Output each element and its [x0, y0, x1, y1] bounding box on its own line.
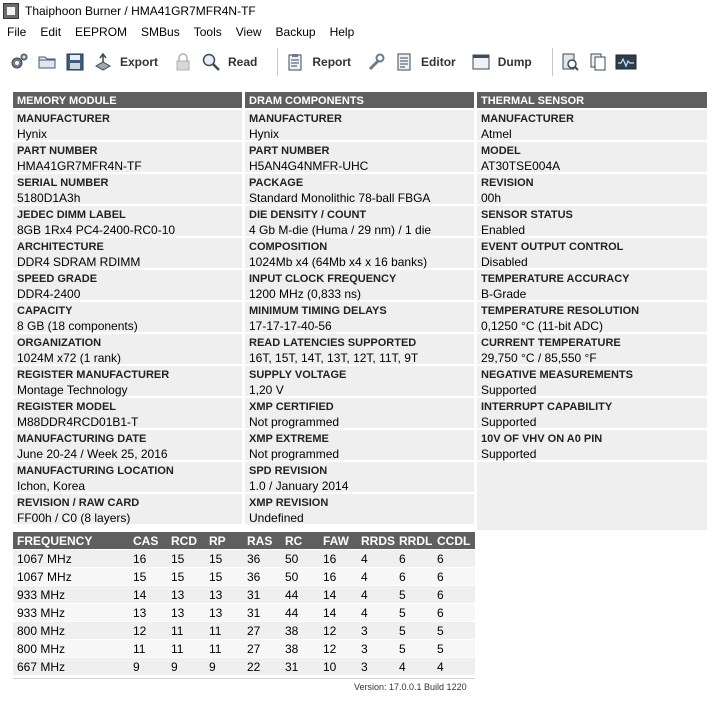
menu-bar: [0, 22, 725, 42]
field-sensor-revision: REVISION 00h: [477, 174, 707, 206]
window-title: Thaiphoon Burner / HMA41GR7MFR4N-TF: [25, 4, 256, 18]
field-interrupt-capability: INTERRUPT CAPABILITY Supported: [477, 398, 707, 430]
timing-header-row: [13, 532, 475, 550]
menu-smbus[interactable]: SMBus: [141, 25, 180, 39]
title-bar: [0, 0, 725, 22]
field-xmp-revision: XMP REVISION Undefined: [245, 494, 474, 526]
timing-cell: 6: [399, 569, 406, 584]
timing-cell: 4: [361, 587, 368, 602]
column-header: RC: [285, 533, 303, 548]
timing-body: [13, 550, 475, 676]
field-composition: COMPOSITION 1024Mb x4 (64Mb x4 x 16 banks): [245, 238, 474, 270]
timing-cell: 50: [285, 551, 299, 566]
thermal-panel-filler: [477, 462, 707, 530]
tools-button[interactable]: [365, 47, 387, 77]
timing-cell: 4: [361, 605, 368, 620]
toolbar: [0, 43, 725, 81]
column-header: CCDL: [437, 533, 471, 548]
dump-label: Dump: [497, 55, 532, 69]
timing-cell: 3: [361, 641, 368, 656]
timing-cell: 5: [437, 641, 444, 656]
menu-view[interactable]: View: [235, 25, 262, 39]
column-header: RP: [209, 533, 226, 548]
timing-table: [13, 532, 475, 676]
timing-cell: 15: [209, 551, 223, 566]
field-organization: ORGANIZATION 1024M x72 (1 rank): [13, 334, 242, 366]
timing-cell: 6: [399, 551, 406, 566]
timing-cell: 11: [133, 641, 146, 656]
timing-cell: 12: [323, 641, 337, 656]
toolbar-separator: [277, 48, 278, 76]
field-register-model: REGISTER MODEL M88DDR4RCD01B1-T: [13, 398, 242, 430]
field-event-output-control: EVENT OUTPUT CONTROL Disabled: [477, 238, 707, 270]
timing-cell: 1067 MHz: [17, 569, 72, 584]
timing-cell: 12: [323, 623, 337, 638]
column-header: RAS: [247, 533, 273, 548]
timing-cell: 13: [133, 605, 147, 620]
timing-cell: 16: [323, 551, 337, 566]
wrench-icon: [365, 51, 387, 73]
timing-cell: 667 MHz: [17, 659, 66, 674]
field-input-clock: INPUT CLOCK FREQUENCY 1200 MHz (0,833 ns): [245, 270, 474, 302]
field-speed-grade: SPEED GRADE DDR4-2400: [13, 270, 242, 302]
field-xmp-extreme: XMP EXTREME Not programmed: [245, 430, 474, 462]
timing-cell: 933 MHz: [17, 587, 66, 602]
timing-cell: 800 MHz: [17, 623, 66, 638]
timing-cell: 22: [247, 659, 261, 674]
timing-cell: 38: [285, 623, 299, 638]
timing-cell: 15: [133, 569, 147, 584]
monitor-button[interactable]: [615, 47, 637, 77]
field-package: PACKAGE Standard Monolithic 78-ball FBGA: [245, 174, 474, 206]
dump-button[interactable]: [470, 47, 540, 77]
scan-button[interactable]: [559, 47, 581, 77]
field-sensor-model: MODEL AT30TSE004A: [477, 142, 707, 174]
field-xmp-certified: XMP CERTIFIED Not programmed: [245, 398, 474, 430]
open-button[interactable]: [36, 47, 58, 77]
field-manufacturing-date: MANUFACTURING DATE June 20-24 / Week 25, 2016: [13, 430, 242, 462]
folder-icon: [36, 51, 58, 73]
memory-module-panel: [13, 92, 242, 526]
menu-edit[interactable]: Edit: [40, 25, 62, 39]
timing-cell: 4: [437, 659, 444, 674]
lock-button[interactable]: [172, 47, 194, 77]
timing-cell: 11: [171, 641, 184, 656]
oscilloscope-icon: [615, 51, 637, 73]
timing-cell: 4: [399, 659, 406, 674]
timing-cell: 36: [247, 569, 261, 584]
timing-cell: 31: [247, 605, 261, 620]
report-button[interactable]: [284, 47, 359, 77]
editor-button[interactable]: [393, 47, 464, 77]
timing-row: [13, 622, 475, 640]
field-sensor-status: SENSOR STATUS Enabled: [477, 206, 707, 238]
timing-cell: 5: [399, 641, 406, 656]
menu-backup[interactable]: Backup: [275, 25, 316, 39]
window-icon: [470, 51, 492, 73]
export-label: Export: [120, 55, 159, 69]
timing-cell: 36: [247, 551, 261, 566]
read-button[interactable]: [200, 47, 265, 77]
timing-cell: 5: [437, 623, 444, 638]
copy-button[interactable]: [587, 47, 609, 77]
timing-row: [13, 658, 475, 676]
timing-row: [13, 550, 475, 568]
column-header: RRDL: [399, 533, 433, 548]
timing-cell: 10: [323, 659, 337, 674]
magnifier-icon: [200, 51, 222, 73]
field-sensor-manufacturer: MANUFACTURER Atmel: [477, 110, 707, 142]
read-label: Read: [228, 55, 258, 69]
editor-label: Editor: [421, 55, 456, 69]
timing-cell: 12: [133, 623, 147, 638]
timing-cell: 44: [285, 587, 299, 602]
timing-cell: 4: [361, 551, 368, 566]
timing-cell: 5: [399, 623, 406, 638]
timing-cell: 13: [171, 587, 185, 602]
search-document-icon: [559, 51, 581, 73]
field-temperature-accuracy: TEMPERATURE ACCURACY B-Grade: [477, 270, 707, 302]
field-manufacturer: MANUFACTURER Hynix: [13, 110, 242, 142]
timing-cell: 15: [171, 551, 185, 566]
timing-row: [13, 604, 475, 622]
timing-cell: 800 MHz: [17, 641, 66, 656]
timing-cell: 16: [133, 551, 147, 566]
timing-cell: 4: [361, 569, 368, 584]
field-spd-revision: SPD REVISION 1.0 / January 2014: [245, 462, 474, 494]
column-header: RCD: [171, 533, 197, 548]
field-negative-measurements: NEGATIVE MEASUREMENTS Supported: [477, 366, 707, 398]
timing-cell: 933 MHz: [17, 605, 66, 620]
field-part-number: PART NUMBER HMA41GR7MFR4N-TF: [13, 142, 242, 174]
field-die-density: DIE DENSITY / COUNT 4 Gb M-die (Huma / 29 nm) / 1 die: [245, 206, 474, 238]
menu-help[interactable]: Help: [329, 25, 355, 39]
timing-cell: 38: [285, 641, 299, 656]
field-dram-manufacturer: MANUFACTURER Hynix: [245, 110, 474, 142]
lock-icon: [172, 51, 194, 73]
field-vhv-a0-pin: 10V OF VHV ON A0 PIN Supported: [477, 430, 707, 462]
thermal-sensor-header: THERMAL SENSOR: [477, 92, 707, 110]
field-read-latencies: READ LATENCIES SUPPORTED 16T, 15T, 14T, 13T, 12T, 11T, 9T: [245, 334, 474, 366]
field-temperature-resolution: TEMPERATURE RESOLUTION 0,1250 °C (11-bit ADC): [477, 302, 707, 334]
timing-cell: 9: [133, 659, 140, 674]
timing-cell: 3: [361, 623, 368, 638]
timing-row: [13, 568, 475, 586]
field-register-manufacturer: REGISTER MANUFACTURER Montage Technology: [13, 366, 242, 398]
timing-cell: 14: [133, 587, 147, 602]
timing-cell: 6: [437, 587, 444, 602]
timing-cell: 9: [171, 659, 178, 674]
app-icon: [3, 3, 19, 19]
timing-cell: 6: [437, 569, 444, 584]
timing-cell: 6: [437, 605, 444, 620]
timing-row: [13, 586, 475, 604]
timing-cell: 5: [399, 605, 406, 620]
timing-cell: 13: [209, 605, 223, 620]
timing-cell: 14: [323, 605, 337, 620]
document-icon: [393, 51, 415, 73]
divider: [13, 678, 475, 679]
field-manufacturing-location: MANUFACTURING LOCATION Ichon, Korea: [13, 462, 242, 494]
menu-file[interactable]: File: [7, 25, 27, 39]
timing-cell: 14: [323, 587, 337, 602]
timing-cell: 31: [285, 659, 299, 674]
timing-cell: 9: [209, 659, 216, 674]
timing-cell: 6: [437, 551, 444, 566]
timing-cell: 3: [361, 659, 368, 674]
column-header: CAS: [133, 533, 159, 548]
timing-cell: 16: [323, 569, 337, 584]
field-revision-raw-card: REVISION / RAW CARD FF00h / C0 (8 layers): [13, 494, 242, 526]
report-label: Report: [312, 55, 352, 69]
dram-components-panel: [245, 92, 474, 526]
timing-cell: 11: [171, 623, 184, 638]
clipboard-icon: [284, 51, 306, 73]
timing-cell: 5: [399, 587, 406, 602]
timing-cell: 13: [171, 605, 185, 620]
timing-cell: 27: [247, 623, 261, 638]
timing-cell: 15: [209, 569, 223, 584]
timing-row: [13, 640, 475, 658]
timing-cell: 11: [209, 623, 222, 638]
dram-components-header: DRAM COMPONENTS: [245, 92, 474, 110]
version-label: Version: 17.0.0.1 Build 1220: [354, 682, 467, 692]
timing-cell: 50: [285, 569, 299, 584]
column-header: FREQUENCY: [17, 533, 93, 548]
field-min-timing-delays: MINIMUM TIMING DELAYS 17-17-17-40-56: [245, 302, 474, 334]
field-dram-part-number: PART NUMBER H5AN4G4NMFR-UHC: [245, 142, 474, 174]
menu-tools[interactable]: Tools: [193, 25, 222, 39]
timing-cell: 31: [247, 587, 261, 602]
toolbar-separator: [552, 48, 553, 76]
column-header: FAW: [323, 533, 349, 548]
timing-cell: 1067 MHz: [17, 551, 72, 566]
field-architecture: ARCHITECTURE DDR4 SDRAM RDIMM: [13, 238, 242, 270]
field-capacity: CAPACITY 8 GB (18 components): [13, 302, 242, 334]
field-serial-number: SERIAL NUMBER 5180D1A3h: [13, 174, 242, 206]
thermal-sensor-panel: [477, 92, 707, 530]
gear-icon: [8, 51, 30, 73]
save-button[interactable]: [64, 47, 86, 77]
timing-cell: 27: [247, 641, 261, 656]
copy-icon: [587, 51, 609, 73]
timing-cell: 44: [285, 605, 299, 620]
menu-eeprom[interactable]: EEPROM: [75, 25, 128, 39]
export-icon: [92, 51, 114, 73]
timing-cell: 13: [209, 587, 223, 602]
timing-cell: 11: [209, 641, 222, 656]
column-header: RRDS: [361, 533, 396, 548]
field-supply-voltage: SUPPLY VOLTAGE 1,20 V: [245, 366, 474, 398]
floppy-icon: [64, 51, 86, 73]
memory-module-header: MEMORY MODULE: [13, 92, 242, 110]
field-jedec-dimm-label: JEDEC DIMM LABEL 8GB 1Rx4 PC4-2400-RC0-10: [13, 206, 242, 238]
field-current-temperature: CURRENT TEMPERATURE 29,750 °C / 85,550 °F: [477, 334, 707, 366]
settings-button[interactable]: [8, 47, 30, 77]
export-button[interactable]: [92, 47, 166, 77]
timing-cell: 15: [171, 569, 185, 584]
